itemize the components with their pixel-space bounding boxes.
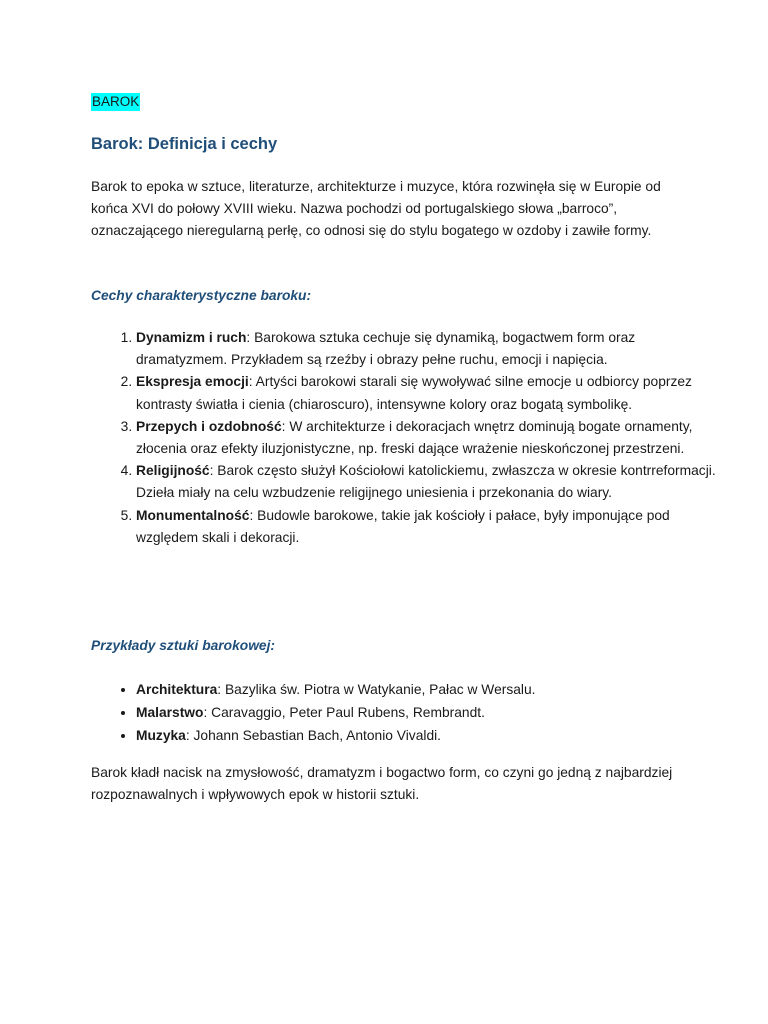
- example-item: [136, 701, 722, 724]
- examples-list: [91, 678, 722, 747]
- example-term: Malarstwo: [136, 705, 204, 720]
- example-text: : Johann Sebastian Bach, Antonio Vivaldi.: [185, 728, 442, 743]
- feature-term: Monumentalność: [136, 507, 250, 523]
- features-heading: Cechy charakterystyczne baroku:: [91, 288, 312, 303]
- feature-term: Dynamizm i ruch: [136, 330, 247, 345]
- feature-text: : W architekturze i dekoracjach wnętrz dominują bogate ornamenty, złocenia oraz efekty iluzjonistyczne, np. freski dające wrażenie nieskończonej przestrzeni.: [136, 418, 693, 457]
- feature-text: : Budowle barokowe, takie jak kościoły i pałace, były imponujące pod względem skali i dekoracji.: [136, 507, 670, 545]
- feature-item: [136, 460, 722, 504]
- example-text: : Bazylika św. Piotra w Watykanie, Pałac w Wersalu.: [217, 682, 536, 697]
- feature-term: Przepych i ozdobność: [136, 418, 282, 434]
- feature-item: [136, 505, 722, 549]
- example-text: : Caravaggio, Peter Paul Rubens, Rembrandt.: [203, 705, 485, 720]
- examples-heading: Przykłady sztuki barokowej:: [91, 638, 276, 653]
- feature-item: [136, 416, 722, 460]
- example-term: Muzyka: [136, 728, 186, 743]
- feature-item: [136, 371, 722, 415]
- highlighted-tag: BAROK: [92, 94, 140, 109]
- feature-term: Religijność: [136, 463, 210, 479]
- feature-term: Ekspresja emocji: [136, 374, 249, 390]
- page-title: Barok: Definicja i cechy: [91, 135, 278, 153]
- intro-paragraph: Barok to epoka w sztuce, literaturze, architekturze i muzyce, która rozwinęła się w Europie od końca XVI do połowy XVIII wieku. Nazwa pochodzi od portugalskiego słowa „barroco”, oznaczającego nieregularną perłę, co odnosi się do stylu bogatego w ozdoby i zawiłe formy.: [91, 179, 661, 239]
- feature-text: : Barokowa sztuka cechuje się dynamiką, bogactwem form oraz dramatyzmem. Przykładem są rzeźby i obrazy pełne ruchu, emocji i napięcia.: [136, 330, 636, 368]
- closing-paragraph: Barok kładł nacisk na zmysłowość, dramatyzm i bogactwo form, co czyni go jedną z najbardziej rozpoznawalnych i wpływowych epok w historii sztuki.: [91, 765, 673, 803]
- example-item: [136, 724, 722, 747]
- feature-text: : Barok często służył Kościołowi katolickiemu, zwłaszcza w okresie kontrreformacji. Dzieła miały na celu wzbudzenie religijnego uniesienia i przekonania do wiary.: [136, 463, 716, 501]
- feature-text: : Artyści barokowi starali się wywoływać silne emocje u odbiorcy poprzez kontrasty światła i cienia (chiaroscuro), intensywne kolory oraz bogatą symbolikę.: [136, 374, 692, 412]
- features-list: [91, 327, 722, 549]
- example-term: Architektura: [136, 682, 218, 697]
- feature-item: [136, 327, 722, 371]
- example-item: [136, 678, 722, 701]
